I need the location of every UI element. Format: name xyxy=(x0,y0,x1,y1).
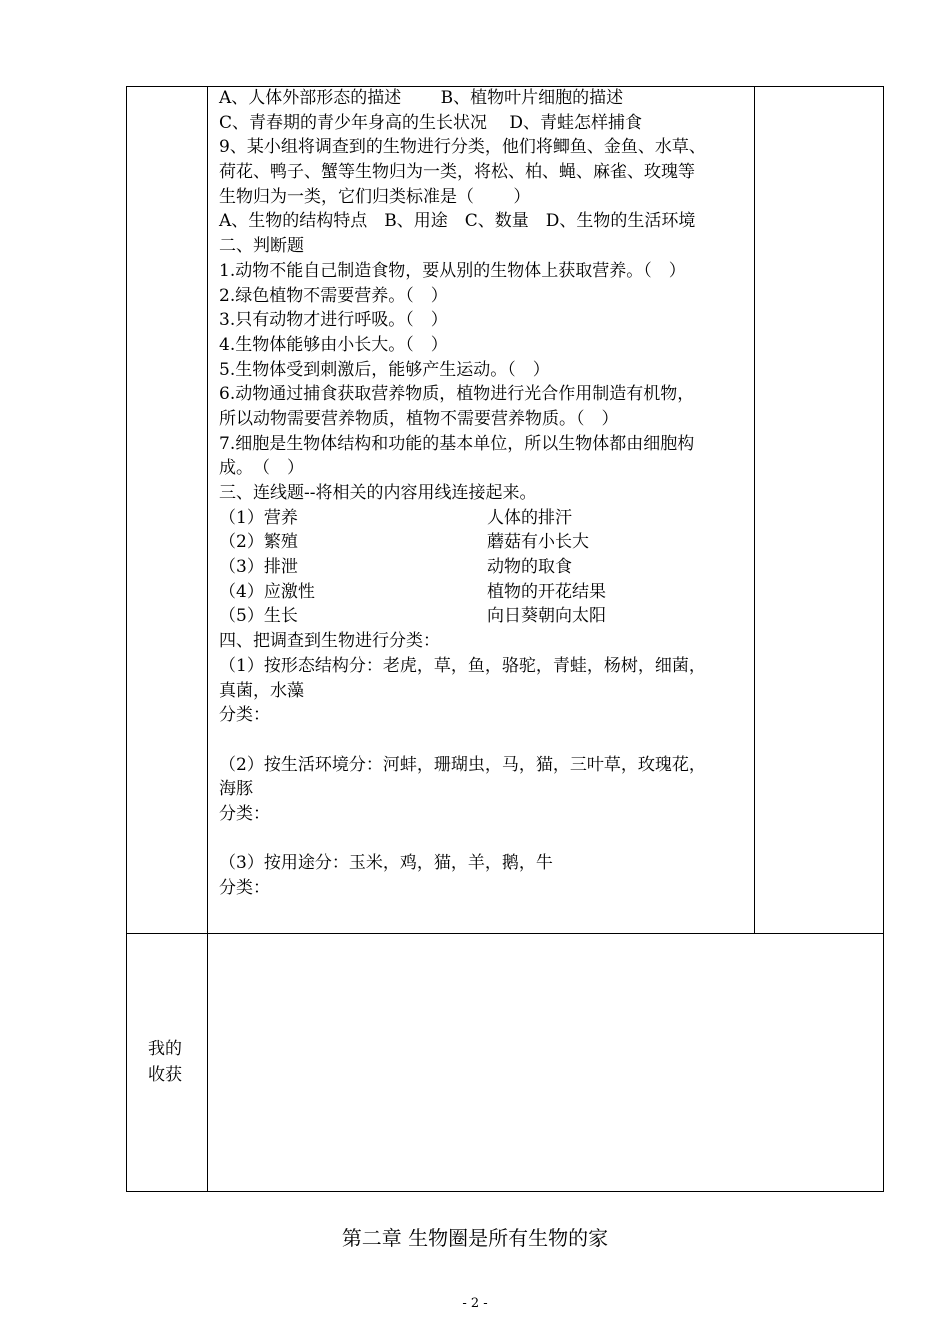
matching-right: 向日葵朝向太阳 xyxy=(487,606,606,627)
classify-heading: 四、把调查到生物进行分类： xyxy=(219,631,440,652)
matching-right: 人体的排汗 xyxy=(487,507,572,528)
harvest-label-line-2: 收获 xyxy=(148,1065,182,1085)
chapter-title: 第二章 生物圈是所有生物的家 xyxy=(341,1226,609,1250)
q8-options-line-1: A、人体外部形态的描述 B、植物叶片细胞的描述 xyxy=(219,88,624,108)
judgement-item: 7.细胞是生物体结构和功能的基本单位，所以生物体都由细胞构 xyxy=(219,433,695,454)
q9-line-2: 荷花、鸭子、蟹等生物归为一类，将松、柏、蝇、麻雀、玫瑰等 xyxy=(219,162,695,183)
matching-pair xyxy=(219,530,751,555)
judgement-item: 4.生物体能够由小长大。（ ） xyxy=(219,334,448,355)
classify-part1-line-2: 真菌，水藻 xyxy=(219,680,304,701)
table-right-column-divider xyxy=(754,86,755,934)
classify-part3-line-1: （3）按用途分：玉米，鸡，猫，羊，鹅，牛 xyxy=(219,853,553,874)
blank-answer-space[interactable] xyxy=(219,827,751,852)
matching-left: （1）营养 xyxy=(219,507,298,528)
table-left-column-divider xyxy=(207,86,208,1192)
judgement-item: 5.生物体受到刺激后，能够产生运动。（ ） xyxy=(219,359,550,380)
table-row-divider xyxy=(126,933,884,934)
classify-part1-line-1: （1）按形态结构分：老虎，草，鱼，骆驼，青蛙，杨树，细菌， xyxy=(219,655,706,676)
classify-answer-label: 分类： xyxy=(219,803,270,824)
judgement-item: 1.动物不能自己制造食物，要从别的生物体上获取营养。（ ） xyxy=(219,260,686,281)
matching-left: （5）生长 xyxy=(219,606,298,627)
classify-part2-line-1: （2）按生活环境分：河蚌，珊瑚虫，马，猫，三叶草，玫瑰花， xyxy=(219,754,706,775)
classify-part2-line-2: 海豚 xyxy=(219,779,253,800)
harvest-label xyxy=(148,1036,182,1088)
blank-answer-space[interactable] xyxy=(219,728,751,753)
matching-pair xyxy=(219,580,751,605)
matching-right: 动物的取食 xyxy=(487,557,572,578)
classify-answer-label: 分类： xyxy=(219,878,270,898)
matching-pair xyxy=(219,555,751,580)
matching-pair xyxy=(219,604,751,629)
judgement-item: 2.绿色植物不需要营养。（ ） xyxy=(219,285,448,306)
matching-pair xyxy=(219,506,751,531)
q9-line-1: 9、某小组将调查到的生物进行分类，他们将鲫鱼、金鱼、水草、 xyxy=(219,137,706,158)
judgement-heading: 二、判断题 xyxy=(219,236,304,257)
matching-heading: 三、连线题--将相关的内容用线连接起来。 xyxy=(219,483,537,503)
judgement-item: 3.只有动物才进行呼吸。（ ） xyxy=(219,310,448,331)
matching-left: （3）排泄 xyxy=(219,557,298,578)
q8-options-line-2: C、青春期的青少年身高的生长状况 D、青蛙怎样捕食 xyxy=(219,112,643,133)
exercise-content xyxy=(219,86,751,901)
judgement-item: 所以动物需要营养物质，植物不需要营养物质。（ ） xyxy=(219,408,619,429)
classify-answer-label: 分类： xyxy=(219,705,270,726)
page-number: - 2 - xyxy=(462,1296,488,1311)
judgement-item: 6.动物通过捕食获取营养物质，植物进行光合作用制造有机物， xyxy=(219,384,695,405)
matching-right: 蘑菇有小长大 xyxy=(487,532,589,553)
harvest-label-line-1: 我的 xyxy=(148,1039,182,1059)
judgement-item: 成。 （ ） xyxy=(219,458,304,479)
matching-right: 植物的开花结果 xyxy=(487,581,606,602)
q9-options: A、生物的结构特点 B、用途 C、数量 D、生物的生活环境 xyxy=(219,211,696,232)
q9-line-3: 生物归为一类，它们归类标准是（ ） xyxy=(219,186,531,207)
matching-left: （2）繁殖 xyxy=(219,532,298,553)
matching-left: （4）应激性 xyxy=(219,581,315,602)
